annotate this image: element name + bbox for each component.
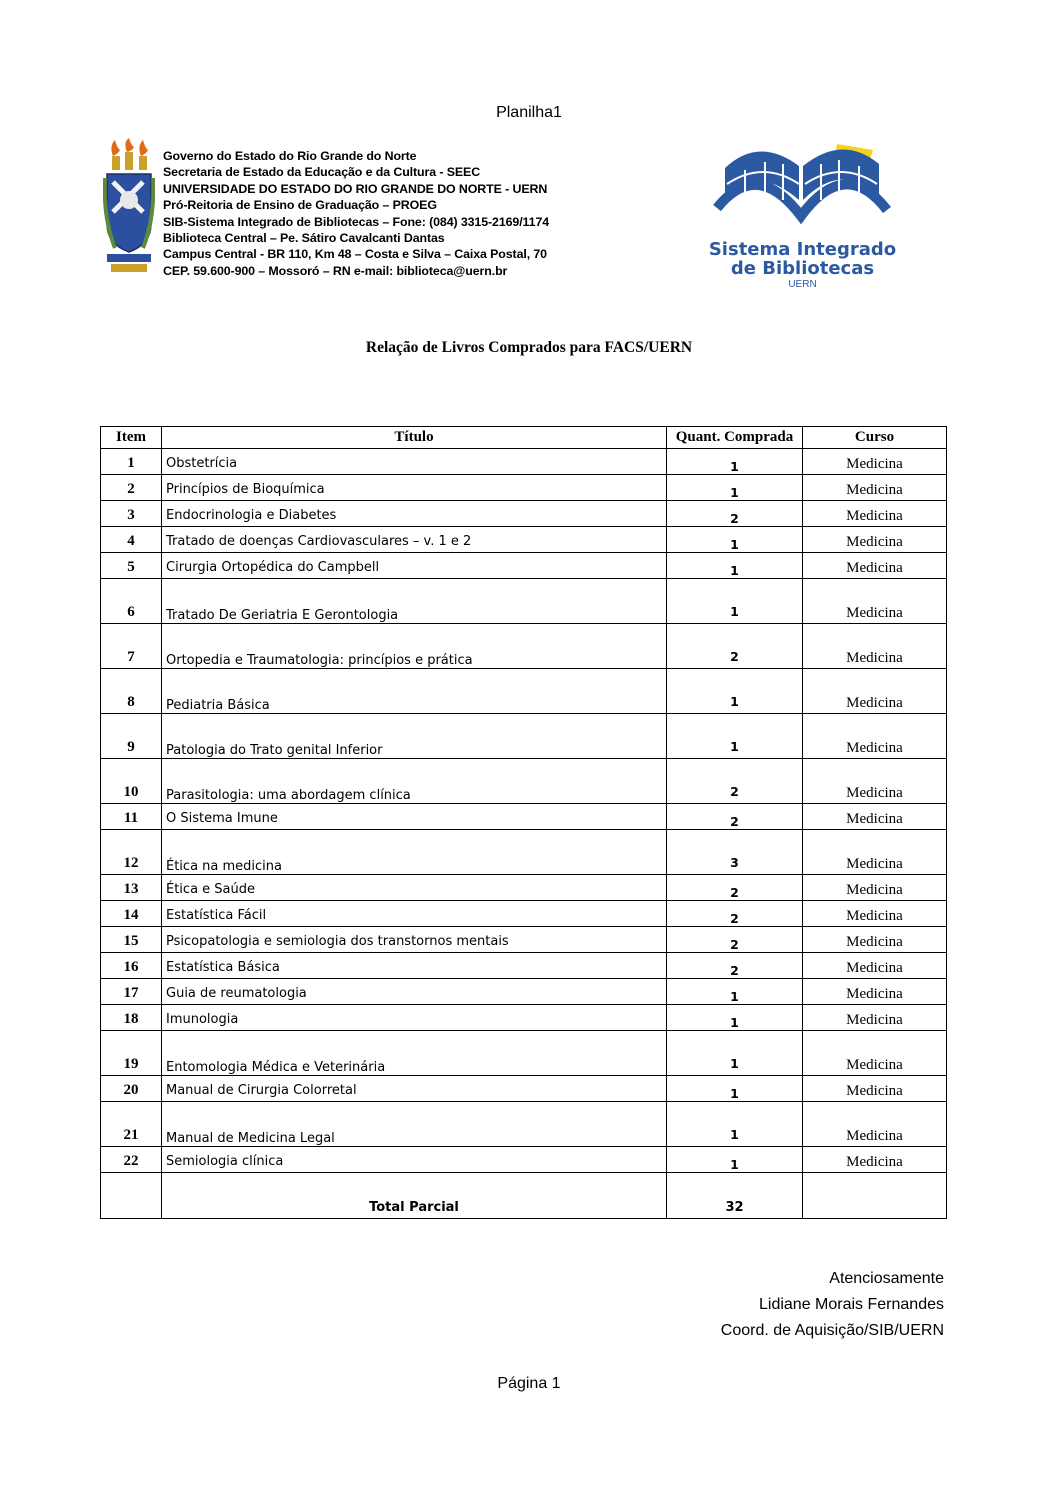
- item-cell: 16: [101, 953, 162, 979]
- quantity-cell: 1: [667, 714, 803, 759]
- course-cell: Medicina: [803, 830, 947, 875]
- course-cell: Medicina: [803, 449, 947, 475]
- header-line: Campus Central - BR 110, Km 48 – Costa e Silva – Caixa Postal, 70: [163, 247, 547, 262]
- quantity-cell: 1: [667, 669, 803, 714]
- table-row: [101, 624, 947, 669]
- item-cell: 6: [101, 579, 162, 624]
- title-cell: Manual de Medicina Legal: [162, 1102, 667, 1147]
- sib-logo-line1: Sistema Integrado: [708, 239, 897, 260]
- state-coat-of-arms-icon: [103, 138, 155, 276]
- quantity-cell: 2: [667, 901, 803, 927]
- title-cell: Patologia do Trato genital Inferior: [162, 714, 667, 759]
- table-row: [101, 804, 947, 830]
- sib-logo-sub: UERN: [788, 279, 817, 290]
- header-line: SIB-Sistema Integrado de Bibliotecas – Fone: (084) 3315-2169/1174: [163, 214, 550, 229]
- table-row: [101, 579, 947, 624]
- quantity-cell: 1: [667, 475, 803, 501]
- course-cell: Medicina: [803, 501, 947, 527]
- table-row: [101, 501, 947, 527]
- item-cell: 5: [101, 553, 162, 579]
- table-row: [101, 875, 947, 901]
- course-cell: Medicina: [803, 1102, 947, 1147]
- course-cell: Medicina: [803, 553, 947, 579]
- quantity-cell: 1: [667, 579, 803, 624]
- course-cell: Medicina: [803, 579, 947, 624]
- title-cell: Guia de reumatologia: [162, 979, 667, 1005]
- item-cell: 11: [101, 804, 162, 830]
- institution-header: [163, 148, 549, 279]
- item-cell: 8: [101, 669, 162, 714]
- item-cell: 21: [101, 1102, 162, 1147]
- table-row: [101, 1031, 947, 1076]
- item-cell: 22: [101, 1147, 162, 1173]
- course-cell: Medicina: [803, 624, 947, 669]
- title-cell: Parasitologia: uma abordagem clínica: [162, 759, 667, 804]
- table-row: [101, 669, 947, 714]
- table-row: [101, 1147, 947, 1173]
- item-cell: 1: [101, 449, 162, 475]
- open-book-logo-icon: [705, 140, 900, 240]
- signature-role: Coord. de Aquisição/SIB/UERN: [720, 1322, 944, 1339]
- header-line: Secretaria de Estado da Educação e da Cultura - SEEC: [163, 165, 481, 180]
- item-cell: 3: [101, 501, 162, 527]
- item-cell: 9: [101, 714, 162, 759]
- quantity-cell: 2: [667, 953, 803, 979]
- course-cell: Medicina: [803, 1147, 947, 1173]
- header-line: Pró-Reitoria de Ensino de Graduação – PROEG: [163, 198, 437, 213]
- title-cell: Ética na medicina: [162, 830, 667, 875]
- item-cell: 12: [101, 830, 162, 875]
- title-cell: Endocrinologia e Diabetes: [162, 501, 667, 527]
- title-cell: Manual de Cirurgia Colorretal: [162, 1076, 667, 1102]
- course-cell: Medicina: [803, 1031, 947, 1076]
- item-cell: 20: [101, 1076, 162, 1102]
- signature-closing: Atenciosamente: [829, 1270, 944, 1287]
- item-cell: 15: [101, 927, 162, 953]
- quantity-cell: 3: [667, 830, 803, 875]
- total-spacer: [803, 1173, 947, 1219]
- table-row: [101, 1005, 947, 1031]
- header-quant: Quant. Comprada: [667, 427, 803, 449]
- table-row: [101, 714, 947, 759]
- item-cell: 13: [101, 875, 162, 901]
- quantity-cell: 2: [667, 759, 803, 804]
- course-cell: Medicina: [803, 979, 947, 1005]
- title-cell: Estatística Fácil: [162, 901, 667, 927]
- title-cell: Princípios de Bioquímica: [162, 475, 667, 501]
- total-value: 32: [667, 1173, 803, 1219]
- course-cell: Medicina: [803, 759, 947, 804]
- table-row: [101, 1076, 947, 1102]
- sheet-name: Planilha1: [496, 104, 562, 121]
- course-cell: Medicina: [803, 527, 947, 553]
- sib-logo-line2: de Bibliotecas: [730, 258, 875, 279]
- header-titulo: Título: [162, 427, 667, 449]
- course-cell: Medicina: [803, 475, 947, 501]
- item-cell: 7: [101, 624, 162, 669]
- quantity-cell: 1: [667, 1147, 803, 1173]
- table-header-row: [101, 427, 947, 449]
- quantity-cell: 2: [667, 804, 803, 830]
- table-row: [101, 953, 947, 979]
- total-label: Total Parcial: [162, 1173, 667, 1219]
- item-cell: 10: [101, 759, 162, 804]
- item-cell: 18: [101, 1005, 162, 1031]
- title-cell: Psicopatologia e semiologia dos transtornos mentais: [162, 927, 667, 953]
- quantity-cell: 2: [667, 875, 803, 901]
- table-row: [101, 475, 947, 501]
- title-cell: Tratado De Geriatria E Gerontologia: [162, 579, 667, 624]
- title-cell: Entomologia Médica e Veterinária: [162, 1031, 667, 1076]
- table-row: [101, 979, 947, 1005]
- document-title: Relação de Livros Comprados para FACS/UERN: [365, 339, 693, 356]
- item-cell: 4: [101, 527, 162, 553]
- table-row: [101, 830, 947, 875]
- table-row: [101, 527, 947, 553]
- quantity-cell: 1: [667, 527, 803, 553]
- quantity-cell: 1: [667, 553, 803, 579]
- course-cell: Medicina: [803, 669, 947, 714]
- total-row: [101, 1173, 947, 1219]
- quantity-cell: 2: [667, 927, 803, 953]
- books-table: [100, 426, 947, 1219]
- table-row: [101, 901, 947, 927]
- header-line: UNIVERSIDADE DO ESTADO DO RIO GRANDE DO NORTE - UERN: [163, 181, 548, 196]
- quantity-cell: 2: [667, 624, 803, 669]
- quantity-cell: 1: [667, 1102, 803, 1147]
- title-cell: Ortopedia e Traumatologia: princípios e prática: [162, 624, 667, 669]
- title-cell: Obstetrícia: [162, 449, 667, 475]
- page-number: Página 1: [497, 1375, 561, 1392]
- title-cell: Tratado de doenças Cardiovasculares – v. 1 e 2: [162, 527, 667, 553]
- total-spacer: [101, 1173, 162, 1219]
- course-cell: Medicina: [803, 714, 947, 759]
- course-cell: Medicina: [803, 1076, 947, 1102]
- table-row: [101, 553, 947, 579]
- title-cell: O Sistema Imune: [162, 804, 667, 830]
- table-row: [101, 927, 947, 953]
- item-cell: 2: [101, 475, 162, 501]
- title-cell: Ética e Saúde: [162, 875, 667, 901]
- sib-logo: [705, 140, 900, 290]
- header-line: Biblioteca Central – Pe. Sátiro Cavalcanti Dantas: [163, 231, 445, 246]
- course-cell: Medicina: [803, 1005, 947, 1031]
- table-row: [101, 759, 947, 804]
- title-cell: Estatística Básica: [162, 953, 667, 979]
- title-cell: Imunologia: [162, 1005, 667, 1031]
- header-line: Governo do Estado do Rio Grande do Norte: [163, 149, 417, 163]
- course-cell: Medicina: [803, 927, 947, 953]
- title-cell: Semiologia clínica: [162, 1147, 667, 1173]
- header-curso: Curso: [803, 427, 947, 449]
- quantity-cell: 1: [667, 1031, 803, 1076]
- table-row: [101, 449, 947, 475]
- course-cell: Medicina: [803, 901, 947, 927]
- item-cell: 19: [101, 1031, 162, 1076]
- quantity-cell: 1: [667, 1005, 803, 1031]
- signature-name: Lidiane Morais Fernandes: [759, 1296, 944, 1313]
- quantity-cell: 1: [667, 1076, 803, 1102]
- quantity-cell: 1: [667, 449, 803, 475]
- header-item: Item: [101, 427, 162, 449]
- title-cell: Pediatria Básica: [162, 669, 667, 714]
- item-cell: 14: [101, 901, 162, 927]
- course-cell: Medicina: [803, 953, 947, 979]
- title-cell: Cirurgia Ortopédica do Campbell: [162, 553, 667, 579]
- signature-block: [721, 1266, 944, 1344]
- course-cell: Medicina: [803, 875, 947, 901]
- table-row: [101, 1102, 947, 1147]
- item-cell: 17: [101, 979, 162, 1005]
- quantity-cell: 1: [667, 979, 803, 1005]
- quantity-cell: 2: [667, 501, 803, 527]
- header-line: CEP. 59.600-900 – Mossoró – RN e-mail: biblioteca@uern.br: [163, 263, 508, 278]
- course-cell: Medicina: [803, 804, 947, 830]
